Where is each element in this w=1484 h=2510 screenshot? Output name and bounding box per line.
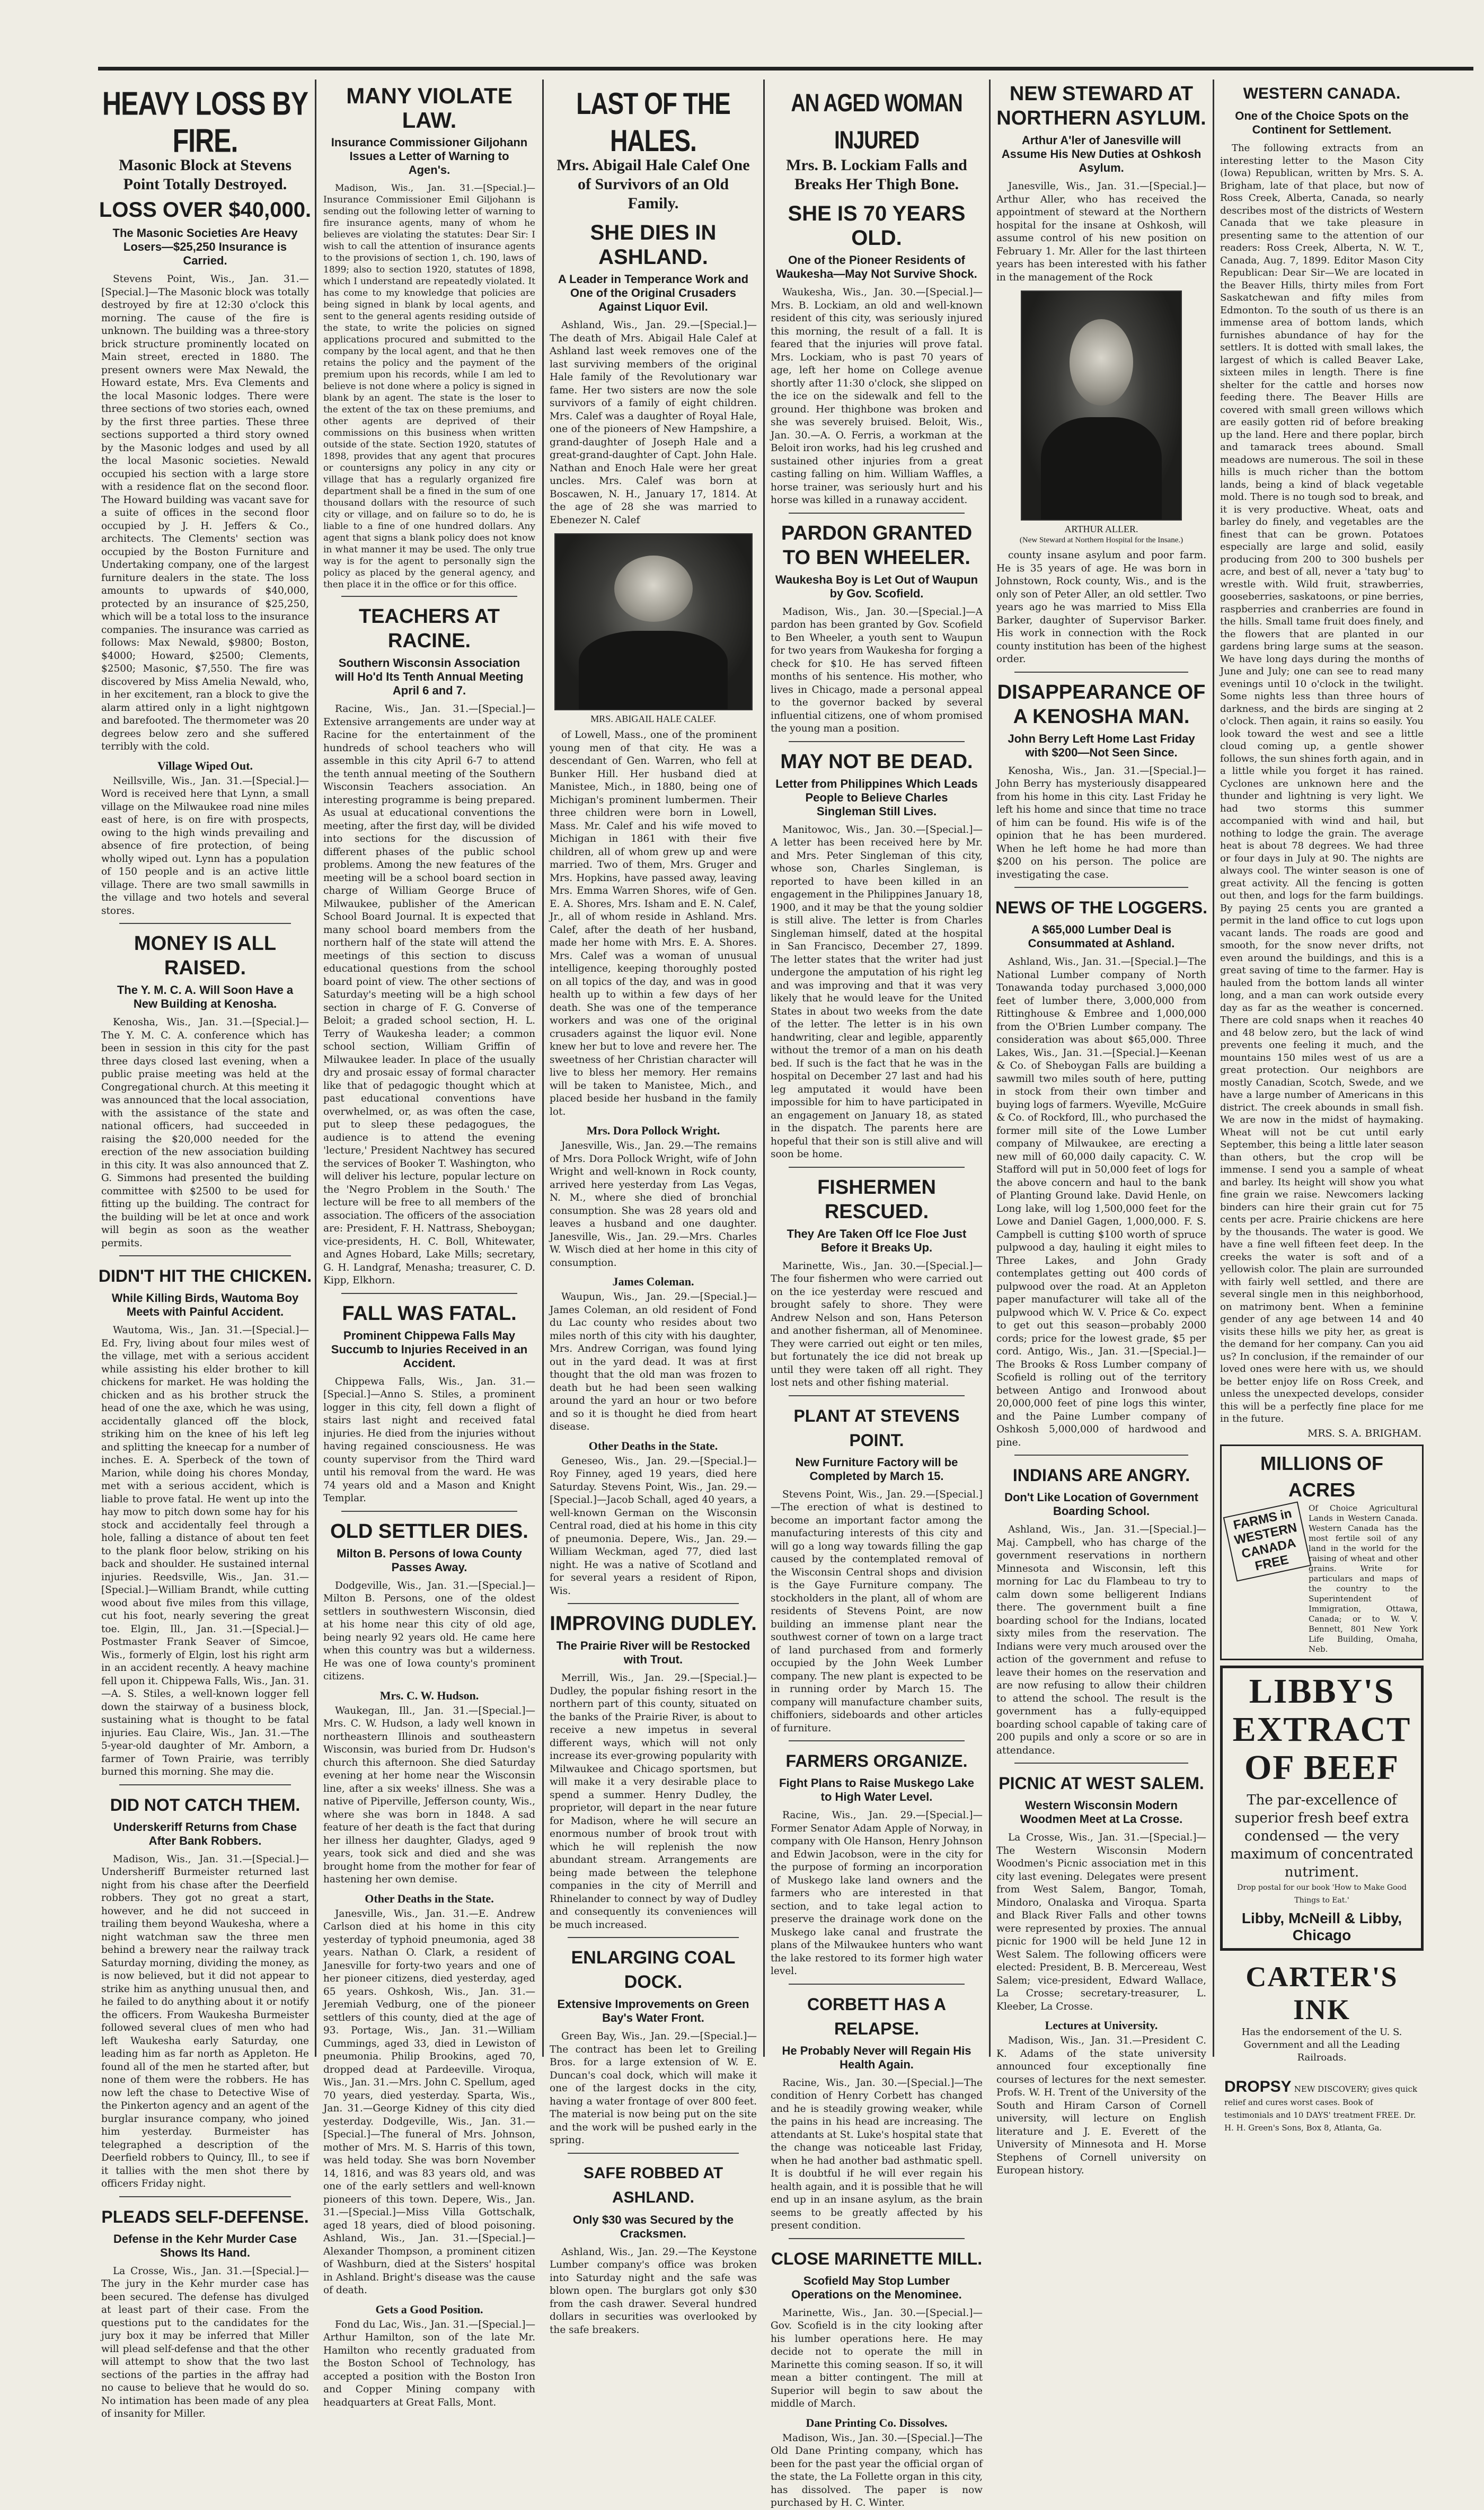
divider (119, 1784, 291, 1785)
headline: AN AGED WOMAN INJURED (791, 89, 962, 155)
article-body: Wautoma, Wis., Jan. 31.—[Special.]—Ed. Fry, living about four miles west of the village, met with a serious accident while assisting his elder brother to kill chickens for market. He was holding the chicken and as his brother struck the head of one the axe, which he was using, accidentally glanced off the block, striking him on the knee of his left leg and splitting the kneecap for a number of inches. E. A. Sperbeck of the town of Marion, while doing his chores Monday, met with a serious accident, which is liable to prove fatal. He went up into the hay mow to pitch down some hay for his stock and accidentally feel through a hole, falling a distance of about ten feet to the plank floor below, striking on his back and shoulder. He sustained internal injuries. Reedsville, Wis., Jan. 31.—[Special.]—William Brandt, while cutting wood about five miles from this village, cut his foot, nearly severing the great toe. Elgin, Ill., Jan. 31.—[Special.]—Postmaster Frank Seaver of Simcoe, Wis., formerly of Elgin, lost his right arm in an accident recently. A heavy machine fell upon it. Chippewa Falls, Wis., Jan. 31.—A. S. Stiles, a well-known logger fell down the stairway of a business block, sustaining what is thought to be fatal injuries. Eau Claire, Wis., Jan. 31.—The 5-year-old daughter of Mr. Amborn, a farmer of Town Prairie, was terribly burned this morning. She may die. (101, 1325, 309, 1777)
article-body: Ashland, Wis., Jan. 29.—The Keystone Lumber company's office was broken into Saturday night and the safe was blown open. The burglars got only $30 from the cash drawer. Several hundred dollars in securities was overlooked by the safe breakers. (550, 2246, 757, 2336)
divider (789, 1740, 965, 1741)
portrait-body (579, 631, 728, 710)
subdeck: The Masonic Societies Are Heavy Losers—$25,250 Insurance is Carried. (112, 226, 298, 267)
subheading: Other Deaths in the State. (588, 1439, 718, 1452)
ad-libbys (1220, 1666, 1424, 1951)
article-body: of Lowell, Mass., one of the prominent young men of that city. He was a descendant of Gen. Warren, who fell at Bunker Hill. Her husband died at Manistee, Mich., in 1880, being one of Michigan's prominent lumbermen. Their three children were born in Lowell, Mass. Mr. Calef and his wife moved to Michigan in 1861 with their five children, all of whom grew up and were married. Two of them, Mrs. Gruger and Mrs. Hopkins, have passed away, leaving Mrs. Emma Warren Shores, wife of Gen. E. A. Shores, Mrs. Isham and E. N. Calef, Jr., all of whom reside in Ashland. Mrs. Calef, after the death of her husband, made her home with Mrs. E. A. Shores. Mrs. Calef was a woman of unusual intelligence, keeping thoroughly posted on all topics of the day, and was in good health up to within a few days of her death. She was one of the temperance workers and was one of the original crusaders against the liquor evil. None knew her but to love and revere her. The sweetness of her Christian character will live to bless her memory. Her remains will be taken to Manistee, Mich., and placed beside her husband in the family lot. (550, 729, 757, 1117)
subdeck: Underskeriff Returns from Chase After Bank Robbers. (113, 1820, 297, 1847)
article-body: Madison, Wis., Jan. 30.—[Special.]—The Old Dane Printing company, which has been for the past year the official organ of the state, the La Follette organ in this city, has dissolved. The paper is now purchased by H. C. Winter. (771, 2432, 983, 2508)
divider (341, 1293, 517, 1294)
article-body: The following extracts from an interesting letter to the Mason City (Iowa) Republican, written by Mrs. S. A. Brigham, late of that place, but now of Ross Creek, Alberta, Canada, so nearly describes most of the districts of Western Canada that we take pleasure in presenting same to the attention of our readers: Ross Creek, Alberta, N. W. T., Canada, Aug. 7, 1899. Editor Mason City Republican: Dear Sir—We are located in the Beaver Hills, thirty miles from Fort Saskatchewan and fifty miles from Edmonton. To the south of us there is an immense area of bottom lands, which furnishes abundance of hay for the settlers. It is dotted with small lakes, the largest of which is called Beaver Lake, sixteen miles in length. There is fine shelter for the cattle and horses now feeding there. The Beaver Hills are covered with small green willows which are easily gotten rid of before breaking up the land. Here and there poplar, birch and tamarack trees abound. Small meadows are numerous. The soil in these hills is much richer than the bottom lands, being a kind of black vegetable mold. There is no tough sod to break, and it is very productive. Wheat, oats and barley do finely, and vegetables are the finest that can be grown. Potatoes especially are large and solid, easily producing from 200 to 300 bushels per acre, and best of all, never a 'taty bug' to wrestle with. Wild fruit, strawberries, gooseberries, saskatoons, or pine berries, raspberries and cranberries are found in the hills. Small tame fruit does finely, and the flowers that are planted in our gardens bring large sums at the season. We have long days during the months of June and July; one can see to read many evenings until 10 o'clock in the twilight. Some nights less than three hours of darkness, and the birds are singing at 2 o'clock. Then again, it rains so easily. You look toward the west and see a little cloud coming up, a gentle shower follows, the sun shines forth again, and in a little while you forget it has rained. Cyclones are unknown here and the thunder and lightning is very light. We had two storms this summer accompanied with wind and hail, but nothing to lodge the grain. The average heat is about 78 degrees. We had three or four days in July at 90. The nights are always cool. The winter season is one of great activity. All the fencing is gotten out then, and logs for the farm buildings. By paying 25 cents you are granted a permit in the land office to cut logs upon vacant lands. The roads are good and smooth, for the snow never drifts, not even around the buildings, and this is a great saving of time to the farmer. Hay is hauled from the bottom lands all winter long, and a man can work outside every day as far as the weather is concerned. There are cold snaps when it reaches 40 and 48 below zero, but the lack of wind prevents one feeling it much, and the mountains 150 miles west of us are a great protection. Our neighbors are mostly Canadian, Scotch, Swede, and we have a large number of Americans in this district. The creek abounds in small fish. We are now in the midst of haymaking. Wheat will not be cut until early September, this being a little later season than others, but the crop will be immense. I send you a sample of wheat and barley. Its height will show you what fine grain we raise. Newcomers lacking binders can hire their grain cut for 75 cents per acre. Prairie chickens are here by the thousands. The water is good. We have a fine well fifteen feet deep. In the creeks the water is soft and of a yellowish color. The plain are surrounded with fairly well settled, and there are several single men in this neighborhood, on matrimony bent. When a feminine gender of any age between 14 and 40 visits these hills we pity her, as great is the demand for her company. Can you aid us? In conclusion, if the remainder of our loved ones were here with us, we should be better enjoy life on Ross Creek, and unless the unexpected develops, consider this will be a perfectly fine place for me in the future. (1220, 143, 1424, 1424)
subdeck: Don't Like Location of Government Boarding School. (1004, 1491, 1198, 1518)
divider (789, 1984, 965, 1985)
portrait-photo (554, 533, 753, 710)
subdeck: Milton B. Persons of Iowa County Passes Away. (337, 1546, 522, 1574)
subheading: Dane Printing Co. Dissolves. (806, 2416, 948, 2429)
headline: OLD SETTLER DIES. (330, 1520, 528, 1543)
deck: Mrs. B. Lockiam Falls and Breaks Her Thigh Bone. (786, 156, 967, 193)
headline: NEW STEWARD AT NORTHERN ASYLUM. (996, 83, 1206, 129)
subheading: Mrs. C. W. Hudson. (379, 1688, 479, 1702)
headline: CORBETT HAS A RELAPSE. (807, 1994, 946, 2038)
article-body: Waukesha, Wis., Jan. 30.—[Special.]—Mrs. B. Lockiam, an old and well-known resident of this city, was seriously injured this morning, the result of a fall. It is feared that the injuries will prove fatal. Mrs. Lockiam, who is past 70 years of age, left her home on College avenue shortly after 11:30 o'clock, she slipped on the ice on the sidewalk and fell to the ground. Her thighbone was broken and she was severely bruised. Beloit, Wis., Jan. 30.—A. O. Ferris, a workman at the Beloit iron works, had his leg crushed and sustained other injuries from a great casting falling on him. William Waffles, a horse trainer, was seriously hurt and his horse was killed in a runaway accident. (771, 287, 983, 506)
headline: MONEY IS ALL RAISED. (134, 932, 277, 979)
article-body: Janesville, Wis., Jan. 29.—The remains of Mrs. Dora Pollock Wright, wife of John Wright and well-known in Rock county, arrived here yesterday from Las Vegas, N. M., where she died of bronchial consumption. She was 28 years old and leaves a husband and one daughter. Janesville, Wis., Jan. 29.—Mrs. Charles W. Wisch died at her home in this city of consumption. (550, 1140, 757, 1269)
divider (568, 2153, 739, 2154)
article-body: Geneseo, Wis., Jan. 29.—[Special.]—Roy Finney, aged 19 years, died here Saturday. Stevens Point, Wis., Jan. 29.—[Special.]—Jacob Schall, aged 40 years, a well-known German on the Wisconsin Central road, died at his home in this city of pneumonia. Depere, Wis., Jan. 29.—William Weckman, aged 77, died last night. He was a native of Scotland and for several years a resident of Ripon, Wis. (550, 1455, 757, 1597)
subdeck: Southern Wisconsin Association will Ho'd Its Tenth Annual Meeting April 6 and 7. (335, 656, 524, 697)
headline: SAFE ROBBED AT ASHLAND. (583, 2164, 723, 2206)
subdeck: He Probably Never will Regain His Health Again. (782, 2044, 971, 2071)
headline: CLOSE MARINETTE MILL. (771, 2249, 983, 2268)
article-body: Marinette, Wis., Jan. 30.—[Special.]—Gov. Scofield is in the city looking after his lumber operations here. He may decide not to operate the mill in Marinette this coming season. If so, it will mean a bitter contingent. The mill at Superior will begin to saw about the middle of March. (771, 2307, 983, 2409)
headline: IMPROVING DUDLEY. (550, 1613, 757, 1635)
headline: MANY VIOLATE LAW. (346, 83, 513, 133)
ad-note: Drop postal for our book 'How to Make Good Things to Eat.' (1237, 1883, 1407, 1905)
article-body: La Crosse, Wis., Jan. 31.—[Special.]—The jury in the Kehr murder case has been secured. The defense has divulged at least part of their case. From the questions put to the candidates for the jury box it may be inferred that Miller will plead self-defense and that the other will attempt to show that the two last sections of the parties in the affray had no cause to believe that he would do so. No intimation has been made of any plea of insanity for Miller. (101, 2265, 309, 2419)
column-1 (98, 80, 312, 2419)
headline: DIDN'T HIT THE CHICKEN. (98, 1266, 312, 1285)
divider (1014, 672, 1188, 673)
article-body: Ashland, Wis., Jan. 29.—[Special.]—The death of Mrs. Abigail Hale Calef at Ashland last week removes one of the last surviving members of the original Hale family of the Revolutionary war fame. Her two sisters are now the sole survivors of a family of eight children. Mrs. Calef was a daughter of Royal Hale, one of the pioneers of New Hampshire, a grand-daughter of Joseph Hale and a great-grand-daughter of Capt. John Hale. Nathan and Enoch Hale were her great uncles. Mrs. Calef was born at Boscawen, N. H., January 17, 1814. At the age of 28 she was married to Ebenezer N. Calef (550, 320, 757, 526)
subdeck: Scofield May Stop Lumber Operations on the Menominee. (791, 2274, 962, 2301)
column-rule (989, 80, 991, 2057)
divider (789, 741, 965, 742)
headline: LAST OF THE HALES. (576, 86, 730, 158)
top-rule (98, 67, 1473, 71)
signature: MRS. S. A. BRIGHAM. (1307, 1427, 1421, 1439)
subdeck: Waukesha Boy is Let Out of Waupun by Gov. Scofield. (775, 573, 978, 600)
divider (789, 1167, 965, 1168)
portrait-body (1041, 417, 1162, 520)
ad-title: LIBBY'S EXTRACT OF BEEF (1232, 1671, 1411, 1787)
article-body: Kenosha, Wis., Jan. 31.—[Special.]—The Y. M. C. A. conference which has been in session in this city for the past three days closed last evening, when a public praise meeting was held at the Congregational church. At this meeting it was announced that the local association, with the assistance of the state and national officers, had succeeded in raising the $20,000 needed for the erection of the new association building in this city. It was also announced that Z. G. Simmons had presented the building committee with $2500 to be used for fitting up the building. The contract for the building will be let at once and work will begin as soon as the weather permits. (101, 1017, 309, 1249)
subdeck: John Berry Left Home Last Friday with $200—Not Seen Since. (1008, 732, 1195, 759)
deck: SHE DIES IN ASHLAND. (590, 221, 717, 269)
article-body: Neillsville, Wis., Jan. 31.—[Special.]—Word is received here that Lynn, a small village on the Milwaukee road nine miles east of here, is on fire with prospects, owing to the high winds prevailing and absence of fire protection, of being wholly wiped out. Lynn has a population of 150 people and is an active little village. There are two small sawmills in the village and two hotels and several stores. (101, 775, 309, 917)
headline: PICNIC AT WEST SALEM. (999, 1774, 1204, 1793)
subdeck: While Killing Birds, Wautoma Boy Meets with Painful Accident. (111, 1291, 299, 1318)
photo-caption-note: (New Steward at Northern Hospital for the Insane.) (1019, 536, 1183, 544)
article-body: Racine, Wis., Jan. 29.—[Special.]—Former Senator Adam Apple of Norway, in company with Ole Hanson, Henry Johnson and Edwin Jacobson, were in the city for the purpose of forming an incorporation of Muskego lake land owners and the farmers who are interested in that section, and to take legal action to preserve the drainage work done on the Muskego lake canal and frustrate the plans of the Milwaukee hunters who want the lake restored to its former high water level. (771, 1810, 983, 1977)
article-body: Kenosha, Wis., Jan. 31.—[Special.]—John Berry has mysteriously disappeared from his home in this city. Last Friday he left his home and since that time no trace of him can be found. His wife is of the opinion that he has been murdered. When he left home he had more than $200 on his person. The police are investigating the case. (996, 765, 1206, 880)
headline: PARDON GRANTED TO BEN WHEELER. (781, 522, 973, 569)
headline: MAY NOT BE DEAD. (780, 750, 973, 773)
ad-title: CARTER'S INK (1246, 1960, 1398, 2025)
article-body: Ashland, Wis., Jan. 31.—[Special.]—The National Lumber company of North Tonawanda today purchased 3,000,000 feet of lumber there, 3,000,000 from Rittinghouse & Embree and 1,000,000 from the O'Brien Lumber company. The consideration was about $65,000. Three Lakes, Wis., Jan. 31.—[Special.]—Keenan & Co. of Sheboygan Falls are building a sawmill two miles south of here, putting in stock from their own timber and buying logs of farmers. Wyeville, McGuire & Co. of Rockford, Ill., who purchased the former mill site of the Lowe Lumber company of Milwaukee, are erecting a new mill of 60,000 daily capacity. C. W. Stafford will put in 50,000 feet of logs for the above concern and haul to the bank of Planting Ground lake. David Henle, on Long lake, will log 1,500,000 feet for the Lowe and Daniel Gagen, 1,000,000. F. S. Campbell is cutting $100 worth of spruce pulpwood a day, hauling it eight miles to Three Lakes, and John Grady contemplates getting out 400 cords of pulpwood over the road. At an Appleton paper manufacturer will take all of the pulpwood which W. V. Price & Co. expect to get out this season—probably 2000 cords; price for the lowest grade, $5 per cord. Antigo, Wis., Jan. 31.—[Special.]—The Brooks & Ross Lumber company of Scofield is rolling out of the territory between Antigo and Ironwood about 20,000,000 feet of pine logs this winter, and the Paine Lumber company of Oshkosh 5,000,000 of hardwood and pine. (996, 956, 1206, 1448)
article-body: Stevens Point, Wis., Jan. 29.—[Special.]—The erection of what is destined to become an important factor among the manufacturing interests of this city and will go a long way towards filling the gap caused by the contemplated removal of the Wisconsin Central shops and division is the Gaye Furniture company. The stockholders in the plant, all of whom are residents of Stevens Point, are now building an immense plant near the southwest corner of town on a large tract of land purchased from and formerly occupied by the John Week Lumber company. The new plant is expected to be in running order by March 15. The company will manufacture chamber suits, chiffoniers, sideboards and other articles of furniture. (771, 1489, 983, 1734)
headline: ENLARGING COAL DOCK. (571, 1948, 736, 1992)
subdeck: Letter from Philippines Which Leads People to Believe Charles Singleman Still Lives. (775, 777, 978, 818)
article-body: La Crosse, Wis., Jan. 31.—[Special.]—The Western Wisconsin Modern Woodmen's Picnic association met in this city last evening. Delegates were present from West Salem, Bangor, Tomah, Mindoro, Onalaska and Viroqua. Sparta and Black River Falls and other towns were represented by proxies. The annual picnic for 1900 will be held June 12 in West Salem. The following officers were elected: President, B. B. Mercereau, West Salem; vice-president, Edward Wallace, La Crosse; secretary-treasurer, L. Kleeber, La Crosse. (996, 1832, 1206, 2012)
ad-title: MILLIONS OF ACRES (1260, 1452, 1383, 1501)
article-body: Madison, Wis., Jan. 31.—[Special.]—Undersheriff Burmeister returned last night from his chase after the Deerfield robbers. They got no great a start, however, and he did not succeed in trailing them beyond Waukesha, where a night watchman saw the three men behind a brewery near the railway track Saturday morning, dividing the money, as is now believed, but it did not appear to strike him as anything unusual then, and he failed to do anything about it or notify the officers. From Waukesha Burmeister followed several clues of men who had left Waukesha early Saturday, one leading him as far north as Appleton. He found all of the men he started after, but none of them were the robbers. He has now left the chase to Detective Wise of the Pinkerton agency and an agent of the burglar insurance company, who joined him yesterday. Burmeister has telegraphed a description of the Deerfield robbers to Quincy, Ill., to see if it tallies with the men shot there by officers Friday night. (101, 1853, 309, 2189)
divider (119, 2196, 291, 2197)
deck: Masonic Block at Stevens Point Totally Destroyed. (119, 156, 292, 193)
divider (1014, 887, 1188, 888)
deck: SHE IS 70 YEARS OLD. (788, 202, 966, 250)
divider (341, 1511, 517, 1512)
subdeck: Extensive Improvements on Green Bay's Water Front. (557, 1997, 749, 2024)
column-rule (1213, 80, 1214, 2057)
column-rule (763, 80, 765, 2057)
subheading: Village Wiped Out. (157, 759, 253, 772)
ad-western-canada (1220, 1445, 1424, 1660)
ad-text: Of Choice Agricultural Lands in Western Canada. Western Canada has the most fertile soil of any land in the world for the raising of wheat and other grains. Write for particulars and maps of the country to the Superintendent of Immigration, Ottawa, Canada; or to W. V. Bennett, 801 New York Life Building, Omaha, Neb. (1309, 1503, 1418, 1654)
divider (1014, 1455, 1188, 1456)
article-body: Stevens Point, Wis., Jan. 31.—[Special.]—The Masonic block was totally destroyed by fire at 12:30 o'clock this morning. The cause of the fire is unknown. The building was a three-story brick structure prominently located on Main street, erected in 1880. The present owners were Max Newald, the Howard estate, Mrs. Eva Clements and the local Masonic lodges. There were three sections of two stories each, owned by the first three parties. These three sections supported a third story owned by the Masonic lodges and used by all the local Masonic societies. Newald occupied his section with a large store with a residence flat on the second floor. The Howard building was vacant save for a suite of offices in the second floor occupied by J. H. Jeffers & Co., architects. The Clements' section was occupied by the Boston Furniture and Undertaking company, one of the largest furniture dealers in the state. The loss amounts to upwards of $40,000, protected by an insurance of $25,250, which will be a total loss to the insurance companies. The insurance was carried as follows: Max Newald, $9800; Boston, $4000; Howard, $2500; Clements, $2500; Masonic, $7,550. The fire was discovered by Miss Amelia Newald, who, in her excitement, ran a block to give the alarm attired only in a light nightgown and barefooted. The thermometer was 20 degrees below zero and she suffered terribly with the cold. (101, 274, 309, 752)
ad-title: DROPSY (1224, 2077, 1292, 2095)
article-body: Racine, Wis., Jan. 30.—[Special.]—The condition of Henry Corbett has changed and he is steadily growing weaker, while the pains in his head are increasing. The attendants at St. Luke's hospital state that the change was noticeable last Friday, when he had another bad asthmatic spell. It is doubtful if he will ever regain his health again, and it is possible that he will end up in an insane asylum, as the brain seems to be greatly affected by his present condition. (771, 2077, 983, 2231)
article-body: Madison, Wis., Jan. 31.—President C. K. Adams of the state university announced four exceptionally fine courses of lectures for the next semester. Profs. W. H. Trent of the University of the South and Hiram Carson of Cornell university, will lecture on English literature and J. E. Everett of the University of Minnesota and H. Morse Stephens of Cornell university on European history. (996, 2035, 1206, 2176)
subdeck: The Prairie River will be Restocked with Trout. (556, 1639, 750, 1666)
portrait-face (1070, 319, 1133, 406)
headline: TEACHERS AT RACINE. (359, 605, 500, 652)
ad-maker: Libby, McNeill & Libby, Chicago (1241, 1909, 1402, 1943)
photo-caption: MRS. ABIGAIL HALE CALEF. (590, 714, 716, 724)
article-body: Waukegan, Ill., Jan. 31.—[Special.]—Mrs. C. W. Hudson, a lady well known in northeastern Illinois and southeastern Wisconsin, was buried from Dr. Hudson's church this afternoon. She died Saturday evening at her home near the Wisconsin line, after a six weeks' illness. She was a native of Piperville, Jefferson county, Wis., where she was born in 1848. A sad feature of her death is the fact that during her illness her daughter, Gladys, aged 9 years, took sick and died and she was brought home from the mother for fear of hastening her own demise. (323, 1705, 535, 1885)
headline: INDIANS ARE ANGRY. (1012, 1466, 1190, 1485)
divider (568, 1937, 739, 1938)
deck-loss: LOSS OVER $40,000. (99, 198, 312, 222)
headline: DISAPPEARANCE OF A KENOSHA MAN. (997, 681, 1206, 728)
headline: HEAVY LOSS BY FIRE. (102, 85, 308, 159)
subdeck: One of the Pioneer Residents of Waukesha—May Not Survive Shock. (776, 253, 977, 280)
subdeck: A $65,000 Lumber Deal is Consummated at Ashland. (1028, 923, 1175, 950)
subdeck: They Are Taken Off Ice Floe Just Before it Breaks Up. (787, 1227, 967, 1254)
column-5 (993, 80, 1209, 2176)
divider (119, 923, 291, 924)
article-body: Green Bay, Wis., Jan. 29.—[Special.]—The contract has been let to Greiling Bros. for a large extension of W. E. Duncan's coal dock, which will make it one of the largest docks in the city, having a water frontage of over 800 feet. The material is now being put on the site and the work will be pushed early in the spring. (550, 2031, 757, 2146)
portrait-photo (1021, 290, 1182, 521)
article-body: Ashland, Wis., Jan. 31.—[Special.]—Maj. Campbell, who has charge of the government reservations in northern Minnesota and Wisconsin, left this morning for Lac du Flambeau to try to calm down some belligerent Indians there. The government built a fine boarding school for the Indians, located sixty miles from the reservation. The Indians were very much aroused over the action of the government and refuse to leave their homes on the reservation and are now refusing to allow their children to attend the school. The result is the government has a fully-equipped boarding school capable of taking care of 200 pupils and only a score or so are in attendance. (996, 1524, 1206, 1756)
divider (789, 513, 965, 514)
column-3 (546, 80, 760, 2336)
article-body: Madison, Wis., Jan. 30.—[Special.]—A pardon has been granted by Gov. Scofield to Ben Wheeler, a youth sent to Waupun for two years from Waukesha for forging a check for $10. He has served fifteen months of his sentence. His mother, who lives in Chicago, made a personal appeal to the governor backed by several influential citizens, one of whom promised the young man a position. (771, 606, 983, 734)
ad-text: Has the endorsement of the U. S. Government and all the Leading Railroads. (1241, 2026, 1402, 2063)
article-body: Manitowoc, Wis., Jan. 30.—[Special.]—A letter has been received here by Mr. and Mrs. Peter Singleman of this city, whose son, Charles Singleman, is reported to have been killed in an engagement in the Philippines January 18, 1900, and it may be that the young soldier is still alive. The letter is from Charles Singleman himself, dated at the hospital in San Francisco, December 27, 1899. The letter states that the writer had just undergone the amputation of his right leg and was improving and that it was very likely that he would leave for the United States in about two weeks from the date of the letter. The letter is in his own handwriting, clear and legible, apparently without the tremor of a man on his death bed. If such is the fact that he was in the hospital on December 27 last and had his leg amputated it would have been impossible for him to have participated in an engagement on January 18, as stated in the dispatch. The parents here are hopeful that their son is still alive and will soon be home. (771, 824, 983, 1160)
subdeck: Arthur A'ler of Janesville will Assume His New Duties at Oshkosh Asylum. (1001, 134, 1202, 174)
subheading: Other Deaths in the State. (365, 1891, 494, 1905)
subdeck: A Leader in Temperance Work and One of the Original Crusaders Against Liquor Evil. (558, 272, 749, 313)
ad-carters-ink (1220, 1956, 1424, 2068)
photo-caption: ARTHUR ALLER. (1064, 524, 1138, 534)
headline: NEWS OF THE LOGGERS. (995, 898, 1207, 917)
headline: FARMERS ORGANIZE. (785, 1751, 968, 1771)
article-body: Waupun, Wis., Jan. 29.—[Special.]—James Coleman, an old resident of Fond du Lac county who resides about two miles north of this city with his daughter, Mrs. Andrew Corrigan, was found lying out in the yard dead. It was at first thought that the old man was frozen to death but he had been seen walking around the yard an hour or two before and so it is thought he died from heart disease. (550, 1291, 757, 1432)
headline: FALL WAS FATAL. (342, 1302, 517, 1325)
divider (568, 1603, 739, 1604)
article-body: Racine, Wis., Jan. 31.—[Special.]—Extensive arrangements are under way at Racine for the entertainment of the hundreds of school teachers who will assemble in this city April 6-7 to attend the tenth annual meeting of the Southern Wisconsin Teachers association. An interesting programme is being prepared. As usual at educational conventions the meeting, after the first day, will be divided into sections for the discussion of different phases of the public school problems. Among the new features of the meeting will be a school board section in charge of William George Bruce of Milwaukee, publisher of the American School Board Journal. It is expected that many school board members from the northern half of the state will attend the meetings of this section to discuss educational questions from the school board point of view. The other sections of Saturday's meeting will be a high school section in charge of F. G. Converse of Beloit; a graded school section, H. L. Terry of Waukesha leader; a common school section, William Griffin of Milwaukee leader. In place of the usually dry and prosaic essay of formal character like that of pedagogic thought which at past educational conventions have overwhelmed, or, as was often the case, put to sleep these pedagogues, the audience is to attend the evening 'lecture,' President Nachtwey has secured the services of Booker T. Washington, who will deliver his lecture, popular lecture on the 'Negro Problem in the South.' The lecture will be free to all members of the association. The officers of the association are: President, F. H. Nattrass, Sheboygan; vice-presidents, H. C. Boll, Whitewater, and Agnes Hobard, Lake Mills; secretary, G. H. Landgraf, Menasha; treasurer, C. D. Kipp, Elkhorn. (323, 703, 535, 1286)
subheading: James Coleman. (612, 1275, 694, 1288)
column-4 (767, 80, 986, 2508)
subdeck: Only $30 was Secured by the Cracksmen. (572, 2213, 734, 2240)
canada-badge: FARMS in WESTERN CANADA FREE (1223, 1501, 1312, 1581)
column-2 (320, 80, 538, 2408)
subdeck: The Y. M. C. A. Will Soon Have a New Building at Kenosha. (117, 983, 294, 1010)
column-rule (542, 80, 544, 2057)
subdeck: Fight Plans to Raise Muskego Lake to High Water Level. (779, 1776, 974, 1803)
column-6 (1217, 80, 1427, 2133)
headline: DID NOT CATCH THEM. (110, 1795, 301, 1815)
divider (341, 596, 517, 597)
article-body: Fond du Lac, Wis., Jan. 31.—[Special.]—Arthur Hamilton, son of the late Mr. Hamilton who recently graduated from the Boston School of Technology, has accepted a position with the Boston Iron and Copper Mining company with headquarters at Great Falls, Mont. (323, 2319, 535, 2408)
headline: PLANT AT STEVENS POINT. (793, 1406, 960, 1450)
article-body: Janesville, Wis., Jan. 31.—[Special.]—Arthur Aller, who has received the appointment of steward at the Northern hospital for the insane at Oshkosh, will assume control of his new position on February 1. Mr. Aller for the last thirteen years has been interested with his father in the management of the Rock (996, 181, 1206, 283)
subdeck: Defense in the Kehr Murder Case Shows Its Hand. (113, 2232, 297, 2259)
divider (789, 1395, 965, 1396)
subdeck: Prominent Chippewa Falls May Succumb to Injuries Received in an Accident. (331, 1328, 528, 1370)
subdeck: Western Wisconsin Modern Woodmen Meet at La Crosse. (1020, 1799, 1183, 1826)
subheading: Gets a Good Position. (375, 2302, 483, 2316)
divider (789, 2238, 965, 2239)
article-body: Janesville, Wis., Jan. 31.—E. Andrew Carlson died at his home in this city yesterday of typhoid pneumonia, aged 38 years. Nathan O. Clark, a resident of Janesville for forty-two years and one of her pioneer citizens, died yesterday, aged 65 years. Oshkosh, Wis., Jan. 31.—Jeremiah Vedburg, one of the pioneer settlers of this county, died at the age of 93. Portage, Wis., Jan. 31.—William Cummings, aged 33, died in Lewiston of pneumonia. Philip Brookins, aged 70, dropped dead at Pardeeville. Viroqua, Wis., Jan. 31.—Mrs. John C. Spellum, aged 70 years, died yesterday. Sparta, Wis., Jan. 31.—George Kidney of this city died yesterday. Dodgeville, Wis., Jan. 31.—[Special.]—The funeral of Mrs. Johnson, mother of Mrs. M. S. Harris of this town, was held today. She was born November 14, 1816, and was 83 years old, and was one of the early settlers and well-known pioneers of this town. Depere, Wis., Jan. 31.—[Special.]—Miss Villa Gottschalk, aged 18 years, died of blood poisoning. Ashland, Wis., Jan. 31.—[Special.]—Alexander Thompson, a prominent citizen of Washburn, died at the Sisters' hospital in Ashland. Bright's disease was the cause of death. (323, 1908, 535, 2296)
headline: WESTERN CANADA. (1243, 85, 1401, 102)
subdeck: New Furniture Factory will be Completed by March 15. (795, 1455, 958, 1483)
divider (119, 1255, 291, 1256)
ad-text: The par-excellence of superior fresh beef extra condensed — the very maximum of concentrated nutriment. (1230, 1792, 1414, 1880)
article-body: Merrill, Wis., Jan. 29.—[Special.]—Dudley, the popular fishing resort in the northern part of this county, situated on the banks of the Prairie River, is about to receive a new impetus in several different ways, which will not only increase its ever-growing popularity with Milwaukee and Chicago sportsmen, but will make it a very desirable place to spend a summer. Henry Dudley, the proprietor, will depart in the near future for Madison, where he will secure an enormous number of brook trout with which he will replenish the now abundant stream. Arrangements are being made between the telephone companies in the city of Merrill and Rhinelander to connect by way of Dudley and consequently its conveniences will be much increased. (550, 1672, 757, 1931)
portrait-face (614, 556, 693, 622)
ad-dropsy (1220, 2074, 1424, 2138)
article-body: county insane asylum and poor farm. He is 35 years of age. He was born in Johnstown, Rock county, Wis., and is the only son of Peter Aller, an old settler. Two years ago he was married to Miss Ella Barker, daughter of Supervisor Barker. His work in connection with the Rock county institution has been of the highest order. (996, 550, 1206, 665)
article-body: Chippewa Falls, Wis., Jan. 31.—[Special.]—Anno S. Stiles, a prominent logger in this city, fell down a flight of stairs last night and received fatal injuries. He died from the injuries without having regained consciousness. He was county supervisor from the Third ward until his removal from the ward. He was 74 years old and a Mason and Knight Templar. (323, 1376, 535, 1504)
subdeck: One of the Choice Spots on the Continent for Settlement. (1235, 109, 1409, 136)
deck: Mrs. Abigail Hale Calef One of Survivors of an Old Family. (556, 156, 750, 212)
article-body: Madison, Wis., Jan. 31.—[Special.]—Insurance Commissioner Emil Giljohann is sending out the following letter of warning to fire insurance agents, many of whom he believes are violating the statutes: Dear Sir: I wish to call the attention of insurance agents to the provisions of section 1, ch. 190, laws of 1899; also to section 1920, statutes of 1898, which I understand are repeatedly violated. It has come to my knowledge that policies are being signed in blank by local agents, and sent to the general agents residing outside of the state, to write the policies on signed applications procured and submitted to the company by the local agent, and that he then retains the policy and the payment of the premium upon his records, while I am led to believe is not done where a policy is signed in blank by an agent. The state is the loser to the extent of the tax on these premiums, and other agents are deprived of their commissions on this business when written outside of the state. Section 1920, statutes of 1898, provides that any agent that procures or countersigns any policy in any city or village that has a regularly organized fire department shall be a fined in the sum of one thousand dollars with the resource of such city or village, and on failure so to do, he is liable to a fine of one hundred dollars. Any agent that signs a blank policy does not know in what manner it may be used. The only true way is for the agent to personally sign the policy as placed by the general agency, and then place it in the office or for this office. (323, 183, 535, 590)
subheading: Mrs. Dora Pollock Wright. (586, 1124, 720, 1137)
column-rule (315, 80, 316, 2057)
article-body: Dodgeville, Wis., Jan. 31.—[Special.]—Milton B. Persons, one of the oldest settlers in southwestern Wisconsin, died at his home near this city of old age, being nearly 92 years old. He came here when this country was but a wilderness. He was one of Iowa county's prominent citizens. (323, 1580, 535, 1682)
subdeck: Insurance Commissioner Giljohann Issues a Letter of Warning to Agen's. (331, 136, 528, 177)
subheading: Lectures at University. (1045, 2019, 1158, 2032)
ad-text: NEW DISCOVERY; gives quick relief and cures worst cases. Book of testimonials and 10 DAYS' treatment FREE. Dr. H. H. Green's Sons, Box 8, Atlanta, Ga. (1224, 2084, 1418, 2133)
headline: PLEADS SELF-DEFENSE. (101, 2207, 309, 2226)
headline: FISHERMEN RESCUED. (817, 1176, 936, 1223)
divider (1014, 1763, 1188, 1764)
article-body: Marinette, Wis., Jan. 30.—[Special.]—The four fishermen who were carried out on the ice yesterday were rescued and brought safely to shore. They were Andrew Nelson and son, Hans Peterson and another fisherman, all of Menominee. They were carried out eight or ten miles, but fortunately the ice did not break up until they were taken off all right. They lost nets and other fishing material. (771, 1260, 983, 1388)
